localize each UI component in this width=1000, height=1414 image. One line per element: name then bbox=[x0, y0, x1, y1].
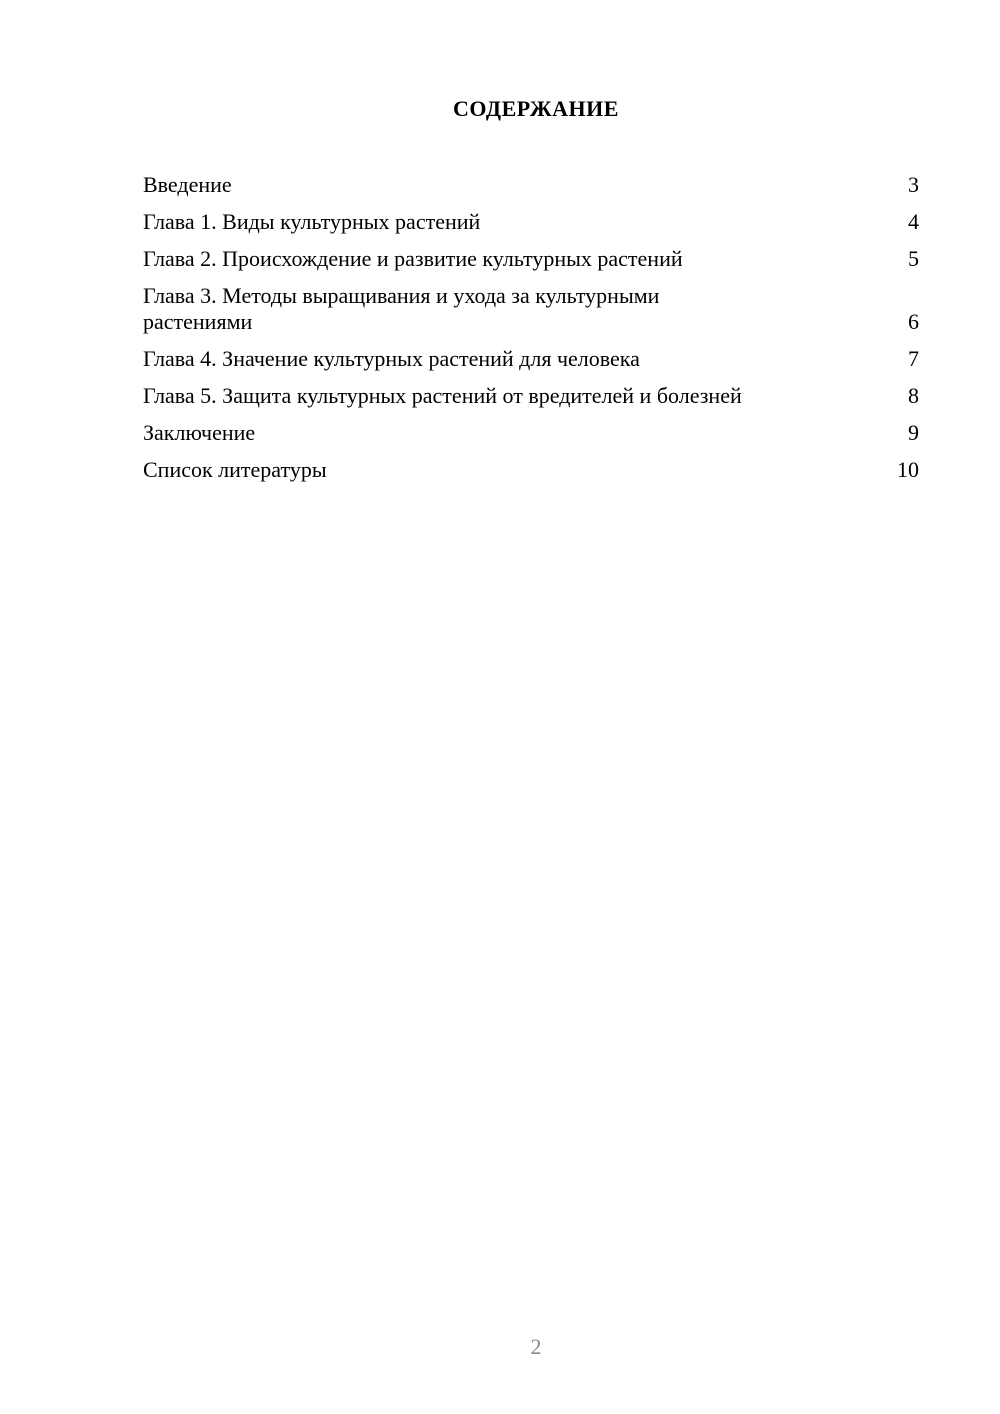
toc-entry-conclusion bbox=[143, 420, 919, 446]
toc-entry-page: 7 bbox=[908, 346, 919, 371]
toc-entry-chapter-3 bbox=[143, 283, 919, 335]
toc-entry-page: 8 bbox=[908, 383, 919, 408]
toc-entry-chapter-1 bbox=[143, 209, 919, 235]
toc-entry-page: 10 bbox=[897, 457, 919, 482]
page-number: 2 bbox=[530, 1334, 542, 1359]
table-of-contents bbox=[143, 172, 919, 494]
toc-title: СОДЕРЖАНИЕ bbox=[453, 96, 619, 121]
toc-entry-text: Глава 1. Виды культурных растений bbox=[143, 209, 481, 234]
toc-entry-page: 5 bbox=[908, 246, 919, 271]
toc-entry-text: Глава 5. Защита культурных растений от вредителей и болезней bbox=[143, 383, 742, 408]
toc-entry-chapter-5 bbox=[143, 383, 919, 409]
toc-entry-page: 9 bbox=[908, 420, 919, 445]
toc-entry-page: 6 bbox=[908, 309, 919, 334]
toc-entry-text: Глава 4. Значение культурных растений для человека bbox=[143, 346, 640, 371]
toc-entry-text: Заключение bbox=[143, 420, 256, 445]
toc-entry-text: Список литературы bbox=[143, 457, 327, 482]
toc-entry-chapter-4 bbox=[143, 346, 919, 372]
toc-entry-page: 3 bbox=[908, 172, 919, 197]
toc-entry-introduction bbox=[143, 172, 919, 198]
toc-entry-page: 4 bbox=[908, 209, 919, 234]
toc-entry-chapter-2 bbox=[143, 246, 919, 272]
toc-entry-text: Глава 3. Методы выращивания и ухода за культурными растениями bbox=[143, 283, 660, 334]
toc-entry-text: Глава 2. Происхождение и развитие культурных растений bbox=[143, 246, 683, 271]
toc-entry-bibliography bbox=[143, 457, 919, 483]
toc-entry-text: Введение bbox=[143, 172, 232, 197]
